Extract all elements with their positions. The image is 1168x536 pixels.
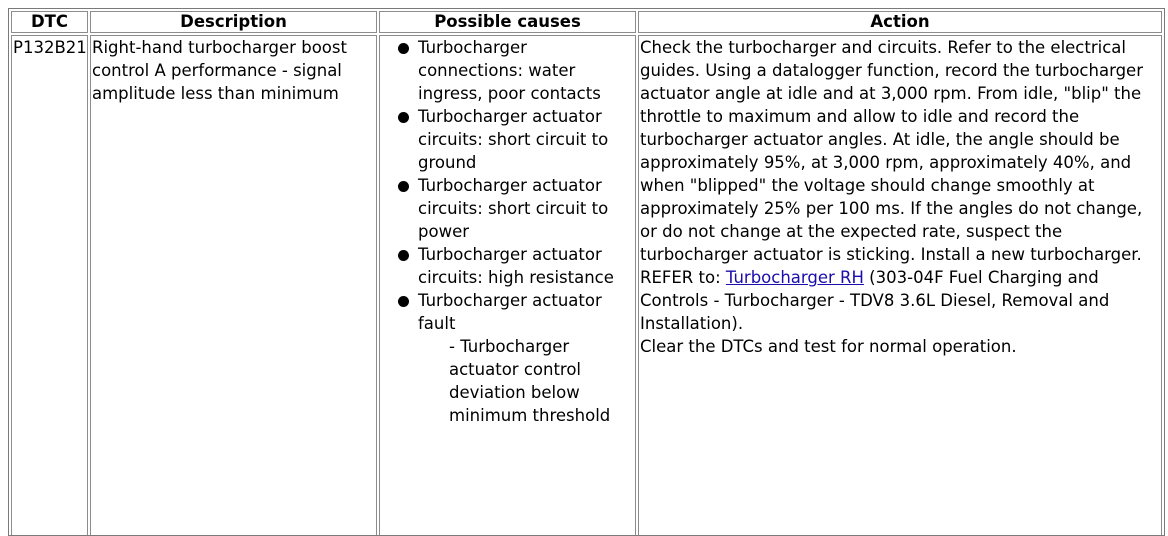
refer-line [640, 266, 1161, 335]
dtc-description: Right-hand turbocharger boost control A performance - signal amplitude less than minimum [90, 35, 377, 536]
action-cell [638, 35, 1162, 536]
cause-text: Turbocharger actuator circuits: short circuit to power [418, 176, 609, 241]
cause-text: Turbocharger connections: water ingress, poor contacts [418, 38, 601, 103]
list-item [395, 289, 635, 427]
cause-text: Turbocharger actuator circuits: short circuit to ground [418, 107, 609, 172]
header-dtc: DTC [11, 11, 88, 33]
bullet-icon [398, 250, 409, 261]
table-row [11, 35, 1162, 536]
turbocharger-rh-link[interactable]: Turbocharger RH [725, 268, 864, 287]
cause-subnote: - Turbocharger actuator control deviation below minimum threshold [449, 337, 611, 425]
cause-text: Turbocharger actuator fault [418, 291, 602, 333]
possible-causes-cell [379, 35, 636, 536]
bullet-icon [398, 181, 409, 192]
bullet-icon [398, 296, 409, 307]
header-possible-causes: Possible causes [379, 11, 636, 33]
bullet-icon [398, 112, 409, 123]
list-item [395, 36, 635, 105]
cause-text: Turbocharger actuator circuits: high resistance [418, 245, 614, 287]
table-header-row [11, 11, 1162, 33]
causes-list [381, 36, 635, 427]
header-description: Description [90, 11, 377, 33]
action-instructions: Check the turbocharger and circuits. Refer to the electrical guides. Using a datalogger function, record the turbocharger actuator angle at idle and at 3,000 rpm. From idle, "blip" the throttle to maximum and allow to idle and record the turbocharger actuator angles. At idle, the angle should be approximately 95%, at 3,000 rpm, approximately 40%, and when "blipped" the voltage should change smoothly at approximately 25% per 100 ms. If the angles do not change, or do not change at the expected rate, suspect the turbocharger actuator is sticking. Install a new turbocharger. [640, 38, 1143, 264]
bullet-icon [398, 43, 409, 54]
dtc-code: P132B21 [11, 35, 88, 536]
refer-suffix: (303-04F Fuel Charging and Controls - Turbocharger - TDV8 3.6L Diesel, Removal and Installation). [640, 268, 1110, 333]
header-action: Action [638, 11, 1162, 33]
action-final: Clear the DTCs and test for normal operation. [640, 337, 1017, 356]
dtc-table-frame [8, 8, 1165, 536]
refer-prefix: REFER to: [640, 268, 726, 287]
list-item [395, 174, 635, 243]
list-item [395, 105, 635, 174]
list-item [395, 243, 635, 289]
dtc-table [9, 9, 1164, 536]
